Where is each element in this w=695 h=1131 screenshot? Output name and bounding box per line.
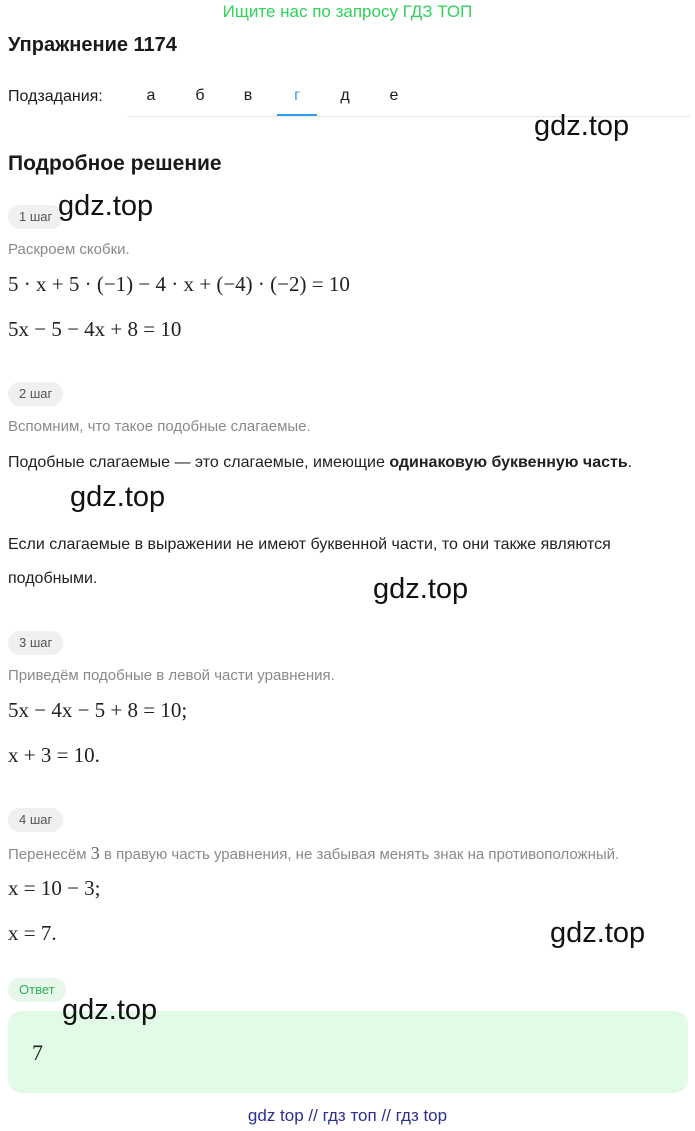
definition-bold: одинаковую буквенную часть bbox=[389, 454, 628, 471]
watermark: gdz.top bbox=[373, 573, 469, 605]
watermark: gdz.top bbox=[70, 481, 166, 513]
hint-number: 3 bbox=[90, 843, 100, 863]
watermark: gdz.top bbox=[534, 110, 630, 142]
hint-text: Перенесём bbox=[8, 846, 91, 863]
answer-value: 7 bbox=[32, 1040, 43, 1065]
watermark: gdz.top bbox=[62, 994, 158, 1026]
subtasks-label: Подзадания: bbox=[8, 88, 103, 105]
step-3-badge: 3 шаг bbox=[8, 631, 63, 655]
step-2-note: Если слагаемые в выражении не имеют буквенной части, то они также являются подобными. bbox=[8, 536, 611, 587]
step-1-equation-1: 5 · x + 5 · (−1) − 4 · x + (−4) · (−2) = 10 bbox=[8, 272, 350, 296]
step-4-badge: 4 шаг bbox=[8, 808, 63, 832]
tab-b[interactable]: б bbox=[195, 87, 205, 104]
tab-d[interactable]: д bbox=[340, 87, 350, 104]
definition-text: Подобные слагаемые — это слагаемые, имеющие bbox=[8, 454, 390, 471]
step-4-hint bbox=[8, 843, 619, 864]
step-3-equation-1: 5x − 4x − 5 + 8 = 10; bbox=[8, 698, 188, 722]
step-1-badge: 1 шаг bbox=[8, 205, 63, 229]
answer-badge: Ответ bbox=[8, 978, 66, 1002]
step-2-definition bbox=[8, 446, 688, 480]
step-1-equation-2: 5x − 5 − 4x + 8 = 10 bbox=[8, 317, 182, 341]
definition-end: . bbox=[627, 454, 633, 471]
solution-heading: Подробное решение bbox=[8, 152, 222, 175]
step-4-equation-1: x = 10 − 3; bbox=[8, 876, 101, 900]
tab-g[interactable]: г bbox=[277, 76, 317, 116]
footer-links: gdz top // гдз топ // гдз top bbox=[247, 1106, 448, 1125]
step-3-equation-2: x + 3 = 10. bbox=[8, 743, 100, 767]
step-3-hint: Приведём подобные в левой части уравнения. bbox=[8, 667, 335, 684]
watermark: gdz.top bbox=[58, 190, 154, 222]
page-title: Упражнение 1174 bbox=[8, 34, 177, 56]
step-4-equation-2: x = 7. bbox=[8, 921, 57, 945]
step-2-badge: 2 шаг bbox=[8, 382, 63, 406]
watermark: gdz.top bbox=[550, 917, 646, 949]
tab-v[interactable]: в bbox=[243, 87, 253, 104]
step-2-hint: Вспомним, что такое подобные слагаемые. bbox=[8, 418, 311, 435]
step-1-hint: Раскроем скобки. bbox=[8, 241, 130, 258]
search-banner: Ищите нас по запросу ГДЗ ТОП bbox=[222, 2, 473, 21]
tab-e[interactable]: е bbox=[389, 87, 399, 104]
hint-text: в правую часть уравнения, не забывая менять знак на противоположный. bbox=[99, 846, 620, 863]
tab-a[interactable]: а bbox=[146, 87, 156, 104]
